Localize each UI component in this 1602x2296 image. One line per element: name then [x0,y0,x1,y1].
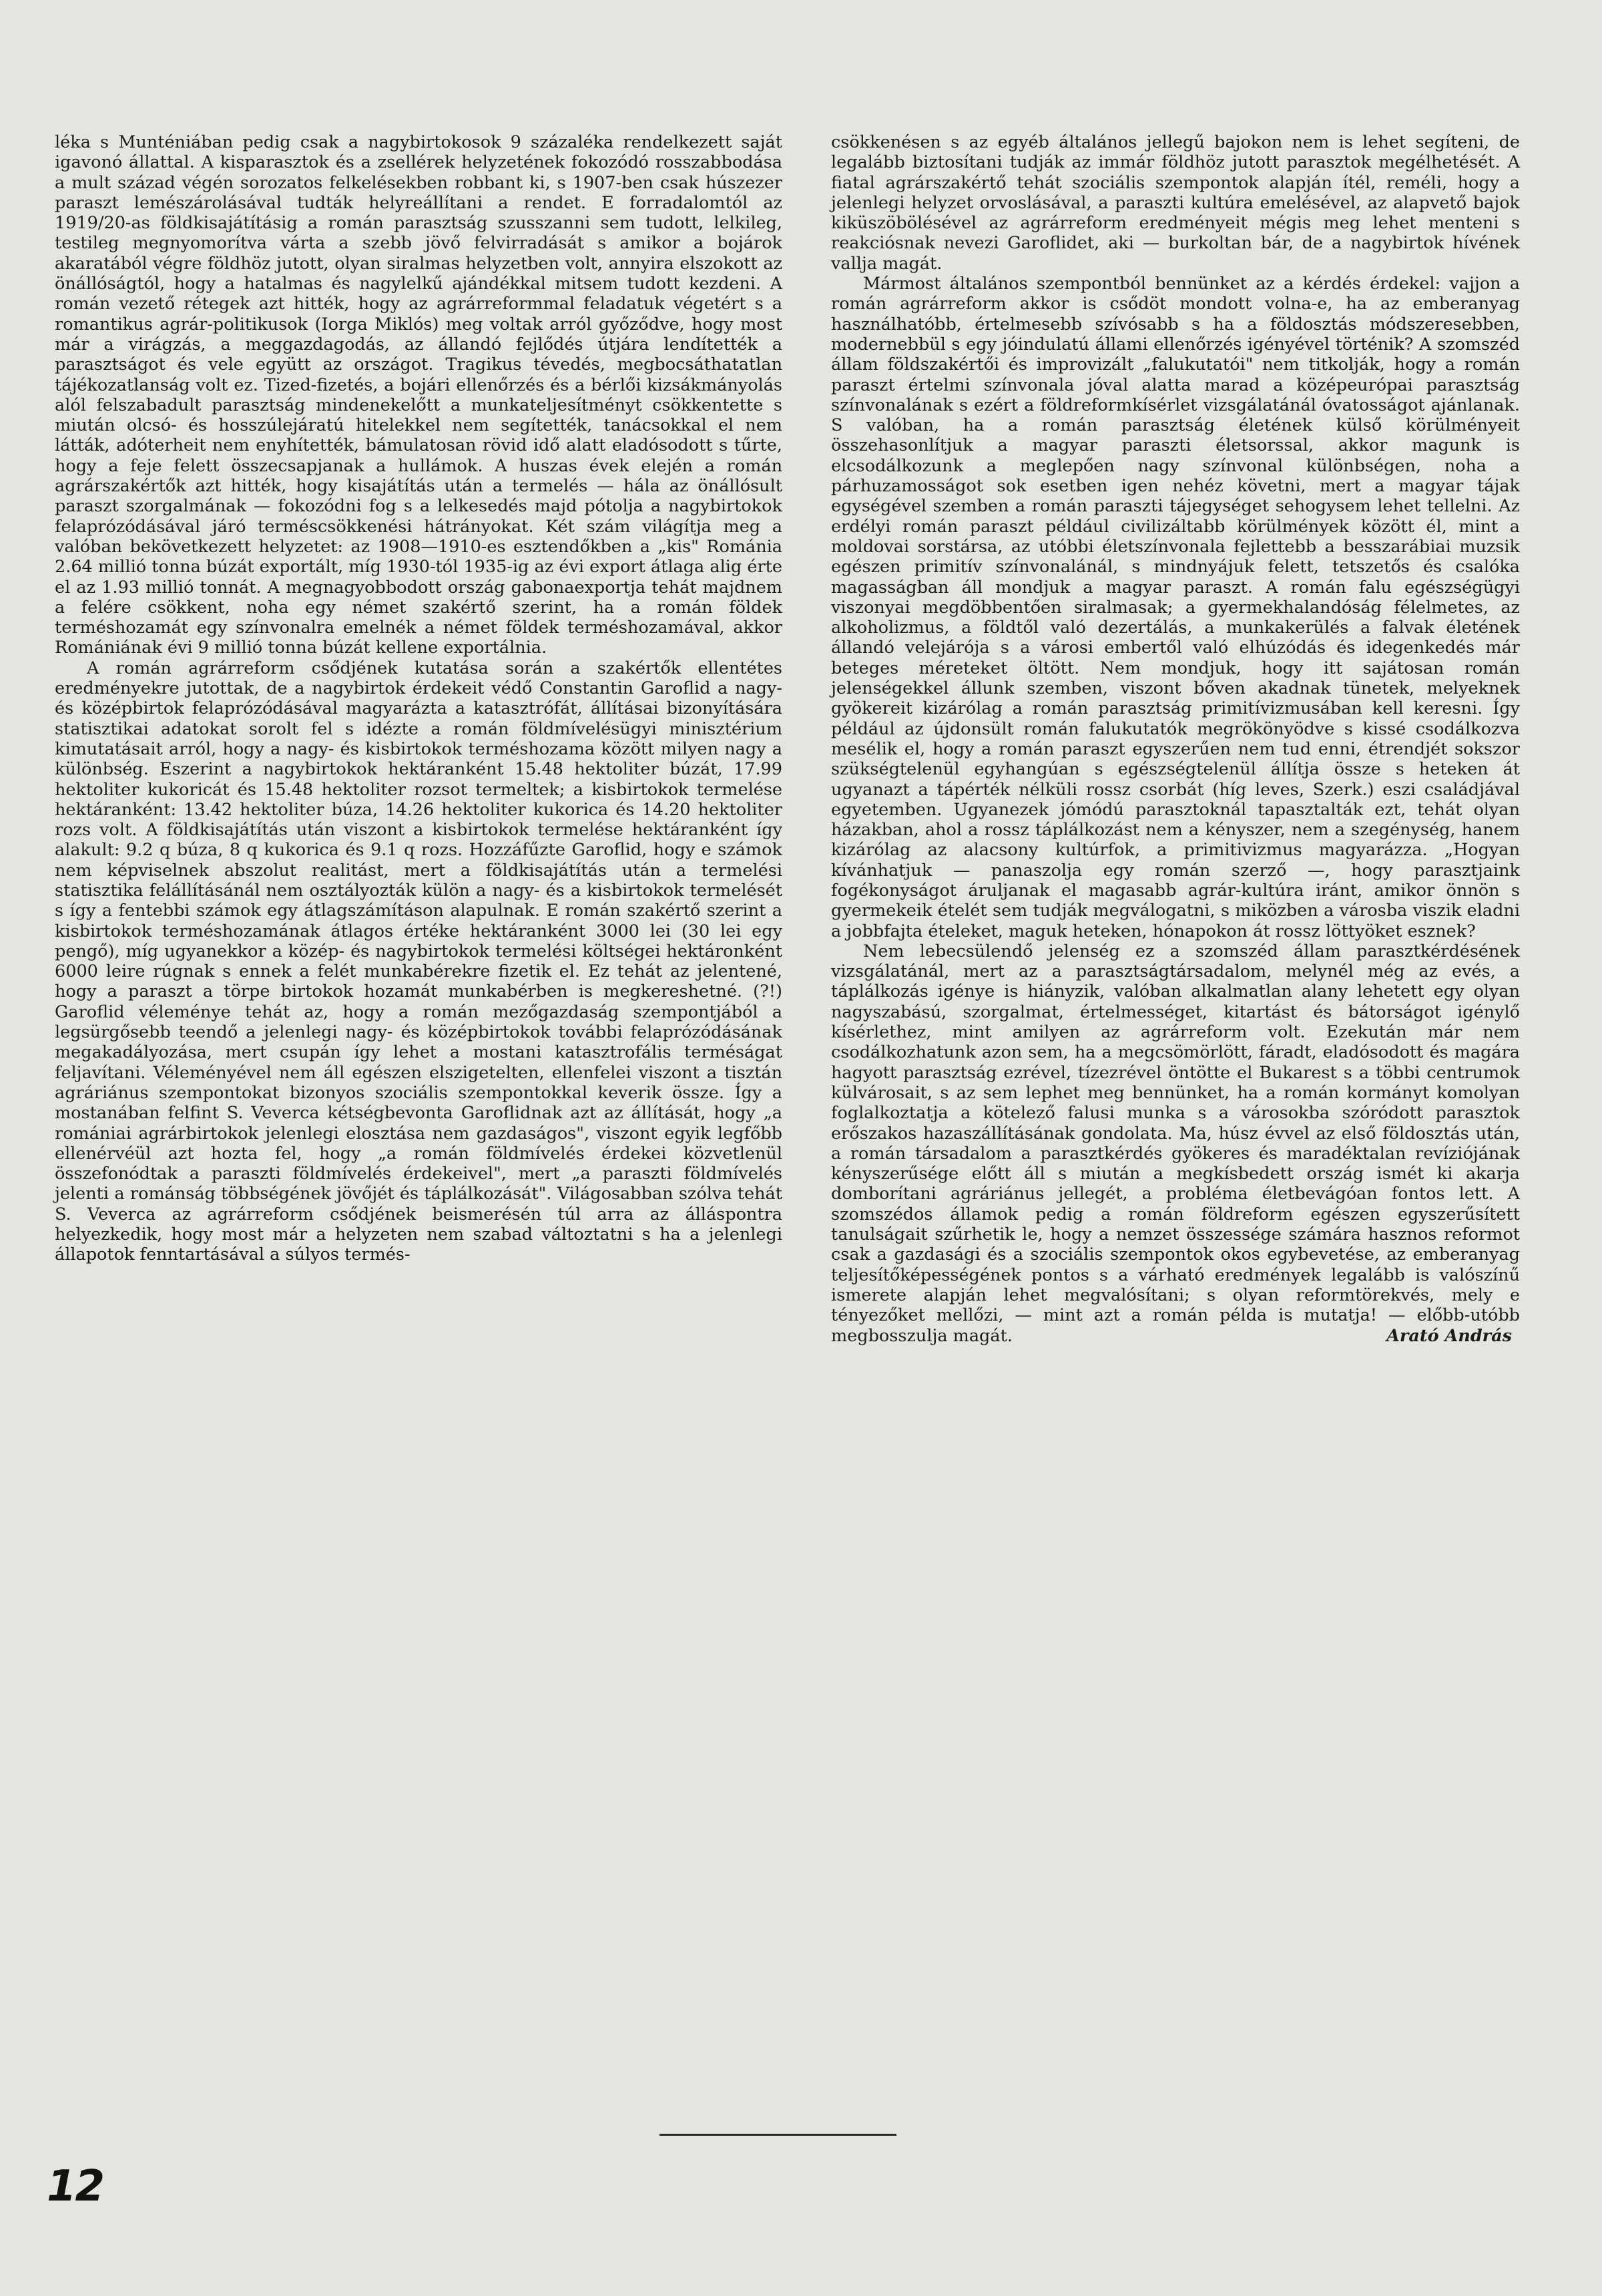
article-paragraph: csökkenésen s az egyéb általános jellegű bajokon nem is lehet segíteni, de legalább biztosítani tudják az immár földhöz jutott parasztok megélhetését. A fiatal agrárszakértő tehát szociális szempontok alapján ítél, reméli, hogy a jelenlegi helyzet orvoslásával, a paraszti kultúra emelésével, az alapvető bajok kiküszöbölésével az agrárreform eredményeit mégis meg lehet menteni s reakciósnak nevezi Garoflidet, aki — burkoltan bár, de a nagybirtok hívének vallja magát. [831,132,1520,274]
end-rule [659,2134,896,2136]
right-column [831,132,1520,1346]
article-paragraph: A román agrárreform csődjének kutatása során a szakértők ellentétes eredményekre jutottak, de a nagybirtok érdekeit védő Constantin Garoflid a nagy- és középbirtok felaprózódásával magyarázta a katasztrófát, állításai bizonyítására statisztikai adatokat sorolt fel s idézte a román földmívelésügyi minisztérium kimutatásait arról, hogy a nagy- és kisbirtokok terméshozama között milyen nagy a különbség. Eszerint a nagybirtokok hektáranként 15.48 hektoliter búzát, 17.99 hektoliter kukoricát és 15.48 hektoliter rozsot termeltek; a kisbirtokok termelése hektáranként: 13.42 hektoliter búza, 14.26 hektoliter kukorica és 14.20 hektoliter rozs volt. A földkisajátítás után viszont a kisbirtokok termelése hektáranként így alakult: 9.2 q búza, 8 q kukorica és 9.1 q rozs. Hozzáfűzte Garoflid, hogy e számok nem képviselnek abszolut realitást, mert a földkisajátítás után a termelési statisztika felállításánál nem osztályozták külön a nagy- és a kisbirtokok termelését s így a fentebbi számok egy átlagszámításon alapulnak. E román szakértő szerint a kisbirtokok terméshozamának átlagos értéke hektáranként 3000 lei (30 lei egy pengő), míg ugyanekkor a közép- és nagybirtokok termelési költségei hektáronként 6000 leire rúgnak s ennek a felét munkabérekre fizetik el. Ez tehát az jelentené, hogy a paraszt a törpe birtokok hozamát munkabérben is megkereshetné. (?!) Garoflid véleménye tehát az, hogy a román mezőgazdaság szempontjából a legsürgősebb teendő a jelenlegi nagy- és középbirtokok további felaprózódásának megakadályozása, mert csupán így lehet a mostani katasztrofális terméságat feljavítani. Véleményével nem áll egészen elszigetelten, ellenfelei viszont a tisztán agráriánus szempontokat bizonyos szociális szempontokkal keverik össze. Így a mostanában felfint S. Veverca kétségbevonta Garoflidnak azt az állítását, hogy „a romániai agrárbirtokok jelenlegi elosztása nem gazdaságos", viszont egyik legfőbb ellenérvéül azt hozta fel, hogy „a román földmívelés érdekei közvetlenül összefonódtak a paraszti földmívelés érdekeivel", mert „a paraszti földmívelés jelenti a románság többségének jövőjét és táplálkozását". Világosabban szólva tehát S. Veverca az agrárreform csődjének beismerésén túl arra az álláspontra helyezkedik, hogy most már a helyzeten nem szabad változtatni s ha a jelenlegi állapotok fenntartásával a súlyos termés- [55,658,782,1265]
article-paragraph: léka s Munténiában pedig csak a nagybirtokosok 9 százaléka rendelkezett saját igavonó állattal. A kisparasztok és a zsellérek helyzetének fokozódó rosszabbodása a mult század végén sorozatos felkelésekben robbant ki, s 1907-ben csak húszezer paraszt lemészárolásával tudták helyreállítani a rendet. E forradalomtól az 1919/20-as földkisajátításig a román parasztság szusszanni sem tudott, lelkileg, testileg megnyomorítva várta a szebb jövő felvirradását s amikor a bojárok akaratából végre földhöz jutott, olyan siralmas helyzetben volt, annyira elszokott az önállóságtól, hogy a hatalmas és nagylelkű ajándékkal mitsem tudott kezdeni. A román vezető rétegek azt hitték, hogy az agrárreformmal feladatuk végetért s a romantikus agrár-politikusok (Iorga Miklós) meg voltak arról győződve, hogy most már a virágzás, a meggazdagodás, az állandó fejlődés útjára lendítették a parasztságot és vele együtt az országot. Tragikus tévedés, megbocsáthatatlan tájékozatlanság volt ez. Tized-fizetés, a bojári ellenőrzés és a bérlői kizsákmányolás alól felszabadult parasztság mindenekelőtt a munkateljesítményt csökkentette s miután olcsó- és hosszúlejáratú hitelekkel nem segítették, tanácsokkal el nem látták, adóterheit nem enyhítették, bámulatosan rövid idő alatt eladósodott s tűrte, hogy a feje felett összecsapjanak a hullámok. A huszas évek elején a román agrárszakértők azt hitték, hogy kisajátítás után a termelés — hála az önállósult paraszt szorgalmának — fokozódni fog s a lelkesedés majd pótolja a nagybirtokok felaprózódásával járó terméscsökkenési hátrányokat. Két szám világítja meg a valóban bekövetkezett helyzetet: az 1908—1910-es esztendőkben a „kis" Románia 2.64 millió tonna búzát exportált, míg 1930-tól 1935-ig az évi export átlaga alig érte el az 1.93 millió tonnát. A megnagyobbodott ország gabonaexportja tehát majdnem a felére csökkent, noha egy német szakértő szerint, ha a román földek terméshozamát egy színvonalra emelnék a német földek terméshozamával, akkor Romániának évi 9 millió tonna búzát kellene exportálnia. [55,132,782,658]
article-paragraph: Nem lebecsülendő jelenség ez a szomszéd állam parasztkérdésének vizsgálatánál, mert az a parasztságtársadalom, melynél még az evés, a táplálkozás igénye is hiányzik, valóban alkalmatlan alany lehetett egy olyan nagyszabású, szorgalmat, értelmességet, kitartást és bátorságot igénylő kísérlethez, mint amilyen az agrárreform volt. Ezekután már nem csodálkozhatunk azon sem, ha a megcsömörlött, fáradt, eladósodott és magára hagyott parasztság ezrével, tízezrével öntötte el Bukarest s a többi centrumok külvárosait, s az sem lephet meg bennünket, ha a román kormányt komolyan foglalkoztatja a kötelező falusi munka s a városokba szóródott parasztok erőszakos hazaszállításának gondolata. Ma, húsz évvel az első földosztás után, a román társadalom a parasztkérdés gyökeres és maradéktalan revíziójának kényszerűsége előtt áll s miután a megkísbedett ország ismét ki akarja domborítani agráriánus jellegét, a probléma életbevágóan fontos lett. A szomszédos államok pedig a román földreform egészen egyszerűsített tanulságait szűrhetik le, hogy a nemzet összessége számára hasznos reformot csak a gazdasági és a szociális szempontok okos egybevetése, az emberanyag teljesítőképességének pontos s a várható eredmények legalább is valószínű ismerete alapján lehet megvalósítani; s olyan reformtörekvés, mely e tényezőket mellőzi, — mint azt a román példa is mutatja! — előbb-utóbb megbosszulja magát. [831,941,1520,1346]
author-signature: Arató András [1386,1325,1512,1346]
left-column [55,132,782,1265]
page-number: 12 [47,2162,104,2211]
article-paragraph: Mármost általános szempontból bennünket az a kérdés érdekel: vajjon a román agrárreform akkor is csődöt mondott volna-e, ha az emberanyag használhatóbb, értelmesebb szívósabb s ha a földosztás módszeresebben, modernebbül s egy jóindulatú állami ellenőrzés igényével történik? A szomszéd állam földszakértői és improvizált „falukutatói" nem titkolják, hogy a román paraszt értelmi színvonala jóval alatta marad a középeurópai parasztság színvonalának s ezért a földreformkísérlet vizsgálatánál óvatosságot ajánlanak. S valóban, ha a román parasztság életének külső körülményeit összehasonlítjuk a magyar paraszti életsorssal, akkor magunk is elcsodálkozunk a meglepően nagy színvonal különbségen, noha a párhuzamosságot sok esetben igen nehéz követni, mert a magyar tájak egységével szemben a román paraszti tájegységet sehogysem lehet tellelni. Az erdélyi román paraszt például civilizáltabb körülmények között él, mint a moldovai sorstársa, az utóbbi életszínvonala fejlettebb a besszarábiai muzsik egészen primitív színvonalánál, s mindnyájuk felett, tetszetős és csalóka magasságban áll mondjuk a magyar paraszt. A román falu egészségügyi viszonyai megdöbbentően siralmasak; a gyermekhalandóság félelmetes, az alkoholizmus, a földtől való dezertálás, a munkakerülés a falvak életének állandó velejárója s a városi embertől való elhúzódás és idegenkedés már beteges méreteket öltött. Nem mondjuk, hogy itt sajátosan román jelenségekkel állunk szemben, viszont bőven akadnak tünetek, melyeknek gyökereit kizárólag a román parasztság primitívizmusában kell keresni. Így például az újdonsült román falukutatók megrökönyödve s kissé csodálkozva mesélik el, hogy a román paraszt egyszerűen nem tud enni, étrendjét sokszor szükségtelenül egyhangúan s egészségtelenül állítja össze s heteken át ugyanazt a tápérték nélküli rossz csorbát (híg leves, Szerk.) eszi családjával egyetemben. Ugyanezek jómódú parasztoknál tapasztalták ezt, tehát olyan házakban, ahol a rossz táplálkozást nem a kényszer, nem a szegénység, hanem kizárólag az alacsony kultúrfok, a primitivizmus magyarázza. „Hogyan kívánhatjuk — panaszolja egy román szerző —, hogy parasztjaink fogékonyságot áruljanak el magasabb agrár-kultúra iránt, amikor önnön s gyermekeik ételét sem tudják megválogatni, s miközben a városba viszik eladni a jobbfajta ételeket, maguk heteken, hónapokon át rossz löttyöket esznek? [831,274,1520,941]
